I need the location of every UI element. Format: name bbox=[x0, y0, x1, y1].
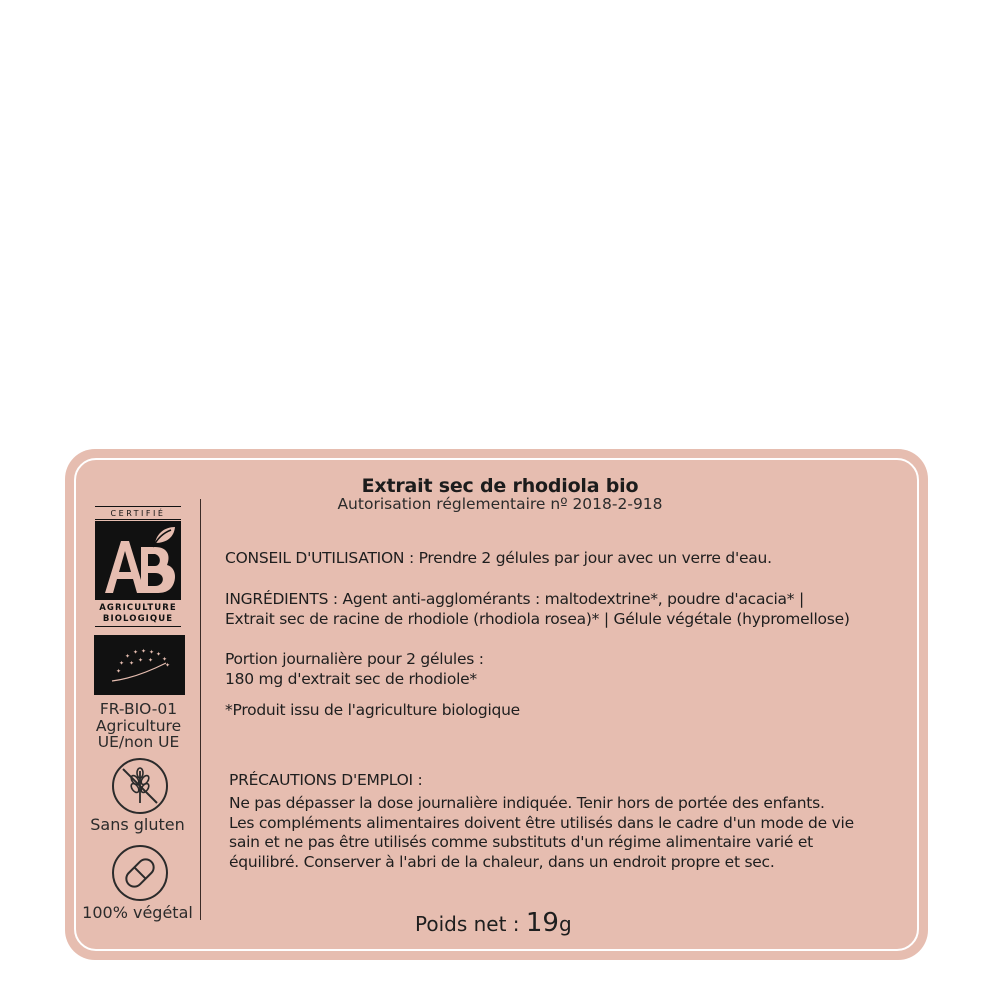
usage-advice bbox=[225, 548, 772, 568]
ab-agriculture: AGRICULTURE bbox=[99, 603, 177, 613]
svg-text:✦: ✦ bbox=[165, 662, 171, 669]
precautions-line-1: Ne pas dépasser la dose journalière indiquée. Tenir hors de portée des enfants. bbox=[229, 794, 825, 812]
net-weight-unit: g bbox=[558, 912, 572, 936]
ab-mark bbox=[95, 521, 181, 600]
ab-certifie-text: CERTIFIÉ bbox=[110, 509, 166, 518]
svg-text:✦: ✦ bbox=[138, 657, 144, 664]
svg-text:✦: ✦ bbox=[149, 649, 155, 656]
vegetal-capsule-icon bbox=[111, 844, 169, 902]
eu-organic-leaf-logo bbox=[94, 635, 185, 695]
gluten-free-icon bbox=[111, 757, 169, 815]
precautions-line-2: Les compléments alimentaires doivent être utilisés dans le cadre d'un mode de vie bbox=[229, 813, 854, 832]
ab-rule-mid bbox=[95, 519, 181, 520]
precautions-line-3: sain et ne pas être utilisés comme substituts d'un régime alimentaire varié et bbox=[229, 833, 814, 851]
organic-note bbox=[225, 700, 520, 720]
svg-text:✦: ✦ bbox=[162, 656, 168, 663]
net-weight-label: Poids net : bbox=[415, 912, 526, 936]
ab-rule-top bbox=[95, 506, 181, 507]
usage-text: CONSEIL D'UTILISATION : Prendre 2 gélules par jour avec un verre d'eau. bbox=[225, 549, 772, 567]
vegetal-label: 100% végétal bbox=[82, 903, 193, 922]
ingredients bbox=[225, 589, 850, 629]
ingredients-line-2: Extrait sec de racine de rhodiole (rhodiola rosea)* | Gélule végétale (hypromellose) bbox=[225, 610, 850, 628]
precautions-body bbox=[229, 794, 854, 872]
svg-text:✦: ✦ bbox=[129, 660, 135, 667]
svg-text:✦: ✦ bbox=[119, 660, 125, 667]
product-title: Extrait sec de rhodiola bio bbox=[361, 475, 639, 497]
precautions bbox=[229, 770, 423, 790]
ab-rule-bottom bbox=[95, 626, 181, 627]
ingredients-line-1: INGRÉDIENTS : Agent anti-agglomérants : maltodextrine*, poudre d'acacia* | bbox=[225, 590, 804, 608]
portion-line-2: 180 mg d'extrait sec de rhodiole* bbox=[225, 670, 477, 688]
sidebar-divider bbox=[200, 499, 201, 920]
precautions-line-4: équilibré. Conserver à l'abri de la chaleur, dans un endroit propre et sec. bbox=[229, 852, 775, 871]
portion-line-1: Portion journalière pour 2 gélules : bbox=[225, 650, 484, 668]
ab-logo bbox=[93, 506, 183, 629]
ab-biologique: BIOLOGIQUE bbox=[102, 614, 174, 624]
svg-text:✦: ✦ bbox=[125, 653, 131, 660]
eu-origin: UE/non UE bbox=[97, 733, 180, 751]
svg-text:✦: ✦ bbox=[141, 648, 147, 655]
product-label bbox=[65, 449, 928, 960]
gluten-free-label: Sans gluten bbox=[90, 815, 185, 834]
svg-text:✦: ✦ bbox=[156, 651, 162, 658]
eu-leaf-stars-icon bbox=[94, 635, 185, 695]
eu-agriculture: Agriculture bbox=[95, 717, 182, 735]
svg-text:✦: ✦ bbox=[148, 657, 154, 664]
net-weight-value: 19 bbox=[525, 908, 559, 938]
daily-portion bbox=[225, 649, 484, 689]
organic-note-text: *Produit issu de l'agriculture biologique bbox=[225, 701, 520, 719]
svg-text:✦: ✦ bbox=[133, 649, 139, 656]
net-weight bbox=[415, 908, 572, 938]
precautions-heading: PRÉCAUTIONS D'EMPLOI : bbox=[229, 771, 423, 789]
svg-text:✦: ✦ bbox=[116, 668, 122, 675]
ab-leaf-icon bbox=[95, 521, 181, 600]
authorization-number: Autorisation réglementaire nº 2018-2-918 bbox=[337, 495, 663, 513]
eu-code: FR-BIO-01 bbox=[99, 700, 178, 718]
